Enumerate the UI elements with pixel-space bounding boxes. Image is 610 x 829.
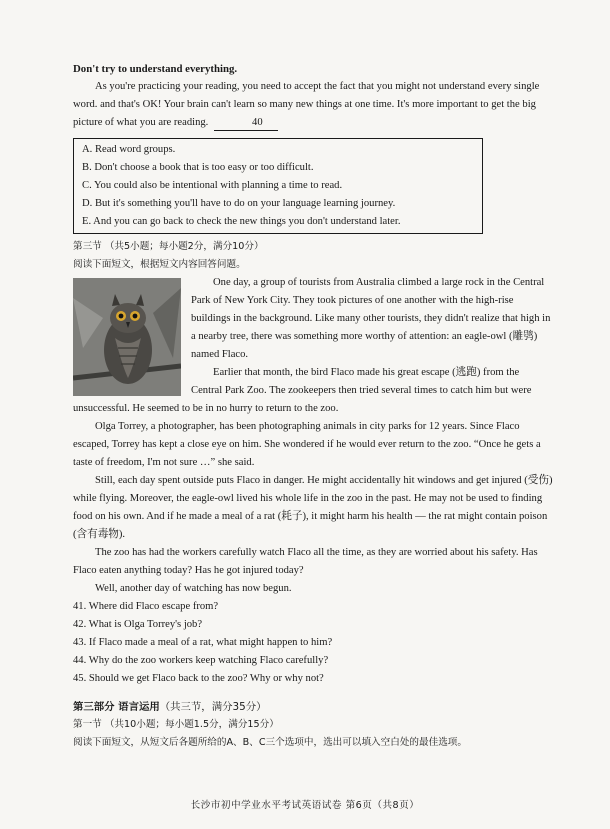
option-e: E. And you can go back to check the new things you don't understand later. <box>82 216 401 227</box>
page-footer: 长沙市初中学业水平考试英语试卷 第6页（共8页） <box>190 800 420 811</box>
part3-section1: 第一节 （共10小题；每小题1.5分，满分15分） <box>73 719 279 730</box>
part3-score: （共三节，满分35分） <box>159 701 267 713</box>
part3-title <box>73 698 553 716</box>
passage-p6: Well, another day of watching has now begun. <box>95 583 292 594</box>
page-content <box>73 60 553 752</box>
passage-p1: One day, a group of tourists from Australia climbed a large rock in the Central Park of New York City. They took pictures of one another with the high-rise buildings in the background. Like many other tourists, they didn't realize that high in a nearby tree, there was something more worthy of attention: an eagle-owl (雕鸮) named Flaco. <box>191 277 551 360</box>
passage-p2: Earlier that month, the bird Flaco made his great escape (逃跑) from the Central Park Zoo. The zookeepers then tried several times to catch him but were unsuccessful. He seemed to be in no hurry to return to the zoo. <box>73 367 532 414</box>
passage-p3: Olga Torrey, a photographer, has been photographing animals in city parks for 12 years. Since Flaco escaped, Torrey has kept a close eye on him. She wondered if he would ever return to the zoo. “Once he gets a taste of freedom, I'm not sure …” she said. <box>73 421 541 468</box>
question-44: 44. Why do the zoo workers keep watching Flaco carefully? <box>73 655 329 666</box>
part3-title-text: 第三部分 语言运用 <box>73 701 160 713</box>
part3-instruction: 阅读下面短文，从短文后各题所给的A、B、C三个选项中，选出可以填入空白处的最佳选项。 <box>73 737 467 748</box>
option-a: A. Read word groups. <box>82 144 176 155</box>
option-b: B. Don't choose a book that is too easy or too difficult. <box>82 162 314 173</box>
passage-p4: Still, each day spent outside puts Flaco in danger. He might accidentally hit windows and get injured (受伤) while flying. Moreover, the eagle-owl lived his whole life in the zoo in the past. He may not be used to finding food on his own. And if he made a meal of a rat (耗子), it might harm his health — the rat might contain poison (含有毒物). <box>73 475 553 540</box>
question-43: 43. If Flaco made a meal of a rat, what might happen to him? <box>73 637 333 648</box>
option-c: C. You could also be intentional with planning a time to read. <box>82 180 343 191</box>
section3-instruction: 阅读下面短文，根据短文内容回答问题。 <box>73 259 246 270</box>
eagle-owl-photo <box>73 278 181 396</box>
question-42: 42. What is Olga Torrey's job? <box>73 619 203 630</box>
tip-heading: Don't try to understand everything. <box>73 63 238 75</box>
section3-title: 第三节 （共5小题；每小题2分，满分10分） <box>73 241 264 252</box>
tip-paragraph <box>73 78 553 132</box>
options-box <box>73 138 483 234</box>
passage-p5: The zoo has had the workers carefully watch Flaco all the time, as they are worried about his safety. Has Flaco eaten anything today? Has he got injured today? <box>73 547 538 576</box>
answer-blank-40: 40 <box>214 116 278 131</box>
option-d: D. But it's something you'll have to do on your language learning journey. <box>82 198 396 209</box>
question-45: 45. Should we get Flaco back to the zoo? Why or why not? <box>73 673 324 684</box>
question-41: 41. Where did Flaco escape from? <box>73 601 219 612</box>
tip-paragraph-text: As you're practicing your reading, you need to accept the fact that you might not understand every single word. and that's OK! Your brain can't learn so many new things at one time. It's more important to get the big picture of what you are reading. <box>73 81 540 128</box>
